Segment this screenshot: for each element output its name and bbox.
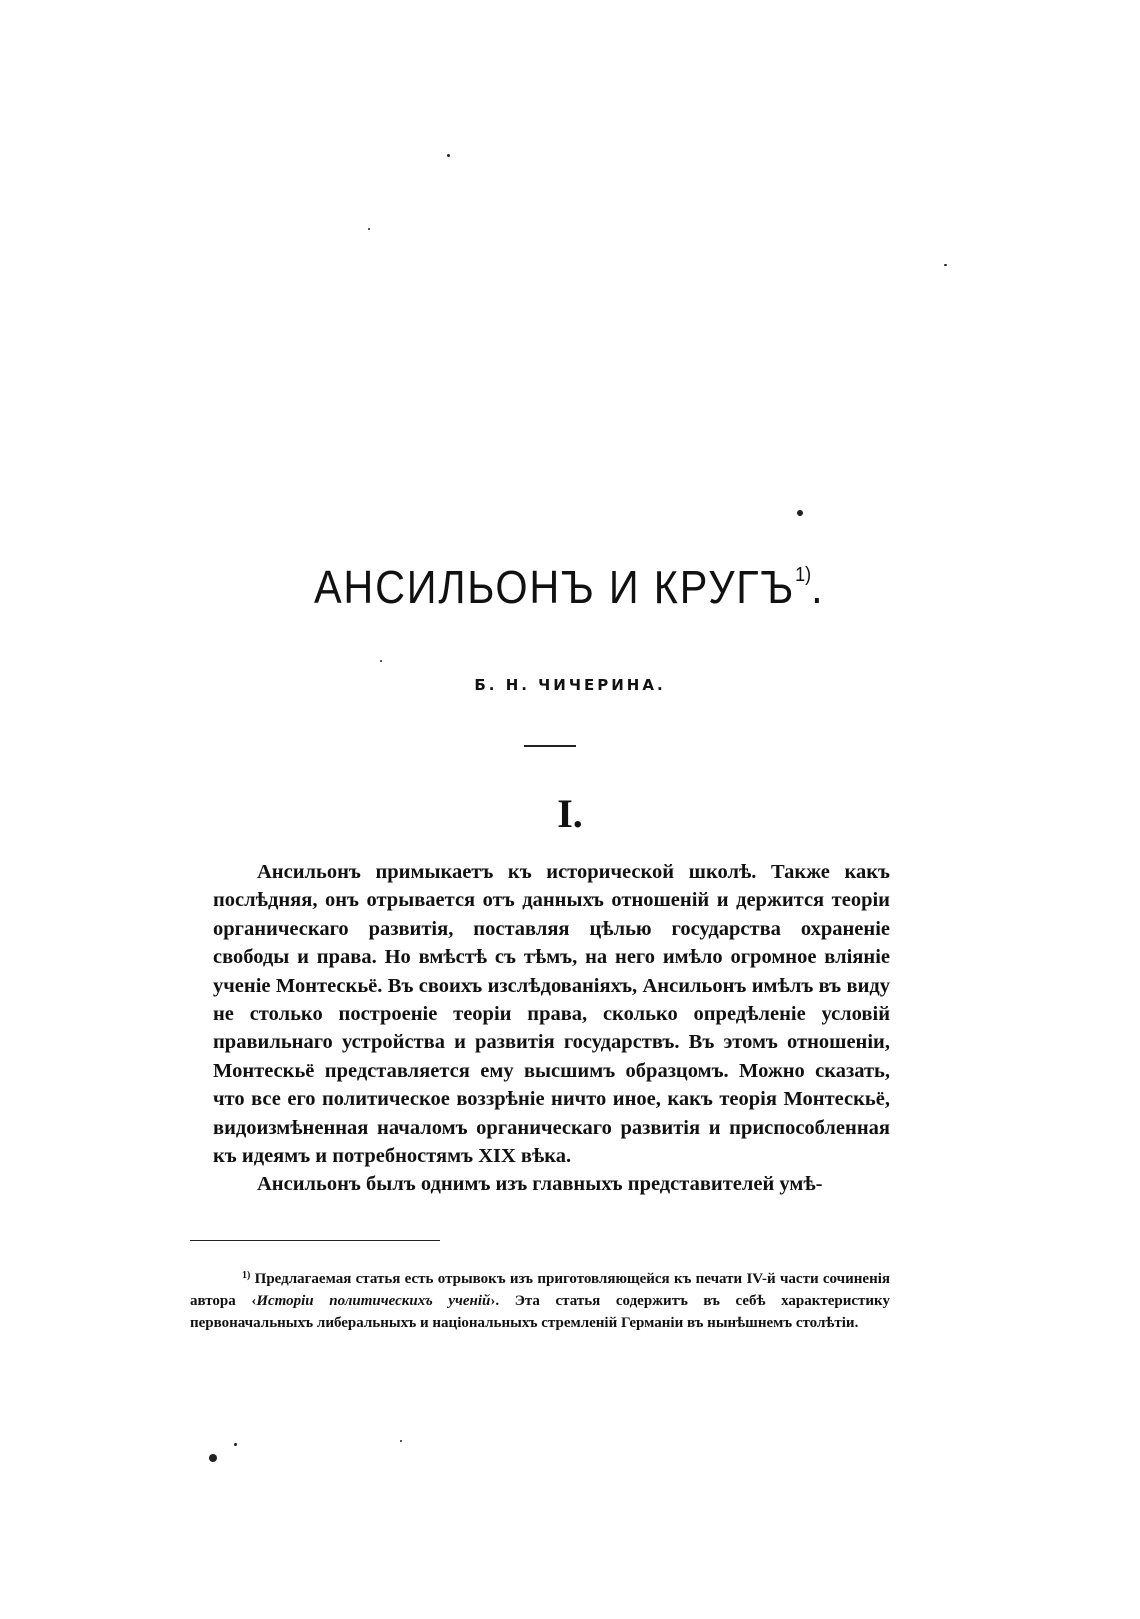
article-title: [56, 560, 1082, 614]
body-paragraph-1: Ансильонъ примыкаетъ къ исторической школѣ. Также какъ послѣдняя, онъ отрывается отъ данныхъ отношеній и держится теоріи органическаго развитія, поставляя цѣлью государства охраненіе свободы и права. Но вмѣстѣ съ тѣмъ, на него имѣло огромное вліяніе ученіе Монтескьё. Въ своихъ изслѣдованіяхъ, Ансильонъ имѣлъ въ виду не столько построеніе теоріи права, сколько опредѣленіе условій правильнаго устройства и развитія государствъ. Въ этомъ отношеніи, Монтескьё представляется ему высшимъ образцомъ. Можно сказать, что все его политическое воззрѣніе ничто иное, какъ теорія Монтескьё, видоизмѣненная началомъ органическаго развитія и приспособленная къ идеямъ и потребностямъ XIX вѣка.: [213, 861, 890, 1168]
footnote-divider: [190, 1240, 440, 1241]
scan-speck: [380, 660, 382, 662]
article-title-text: АНСИЛЬОНЪ И КРУГЪ: [313, 561, 796, 613]
scan-speck: [797, 510, 803, 516]
scan-speck: [234, 1443, 237, 1446]
scan-speck: [447, 154, 450, 157]
scan-speck: [368, 228, 370, 230]
title-footnote-mark: 1): [795, 564, 812, 586]
scan-speck: [944, 264, 947, 266]
footnote: [190, 1265, 890, 1334]
title-divider: [524, 745, 576, 747]
scan-speck: [209, 1454, 217, 1462]
section-heading: I.: [557, 791, 583, 836]
footnote-text-after: ›. Эта статья содержитъ въ себѣ характеристику первоначальныхъ либеральныхъ и національныхъ стремленій Германіи въ нынѣшнемъ столѣтіи.: [190, 1293, 890, 1331]
article-author: Б. Н. ЧИЧЕРИНА.: [474, 676, 666, 694]
title-period: .: [811, 561, 825, 613]
footnote-text-before: Предлагаемая статья есть отрывокъ изъ приготовляющейся къ печати IV-й части сочиненія автора ‹: [190, 1271, 890, 1309]
footnote-mark: 1): [242, 1270, 251, 1281]
scan-speck: [400, 1440, 402, 1442]
body-paragraph-2: Ансильонъ былъ однимъ изъ главныхъ представителей умѣ-: [257, 1173, 823, 1196]
footnote-italic-title: Исторіи политическихъ ученій: [256, 1293, 491, 1309]
footnote-paragraph: [190, 1265, 890, 1334]
article-body: [213, 858, 890, 1199]
